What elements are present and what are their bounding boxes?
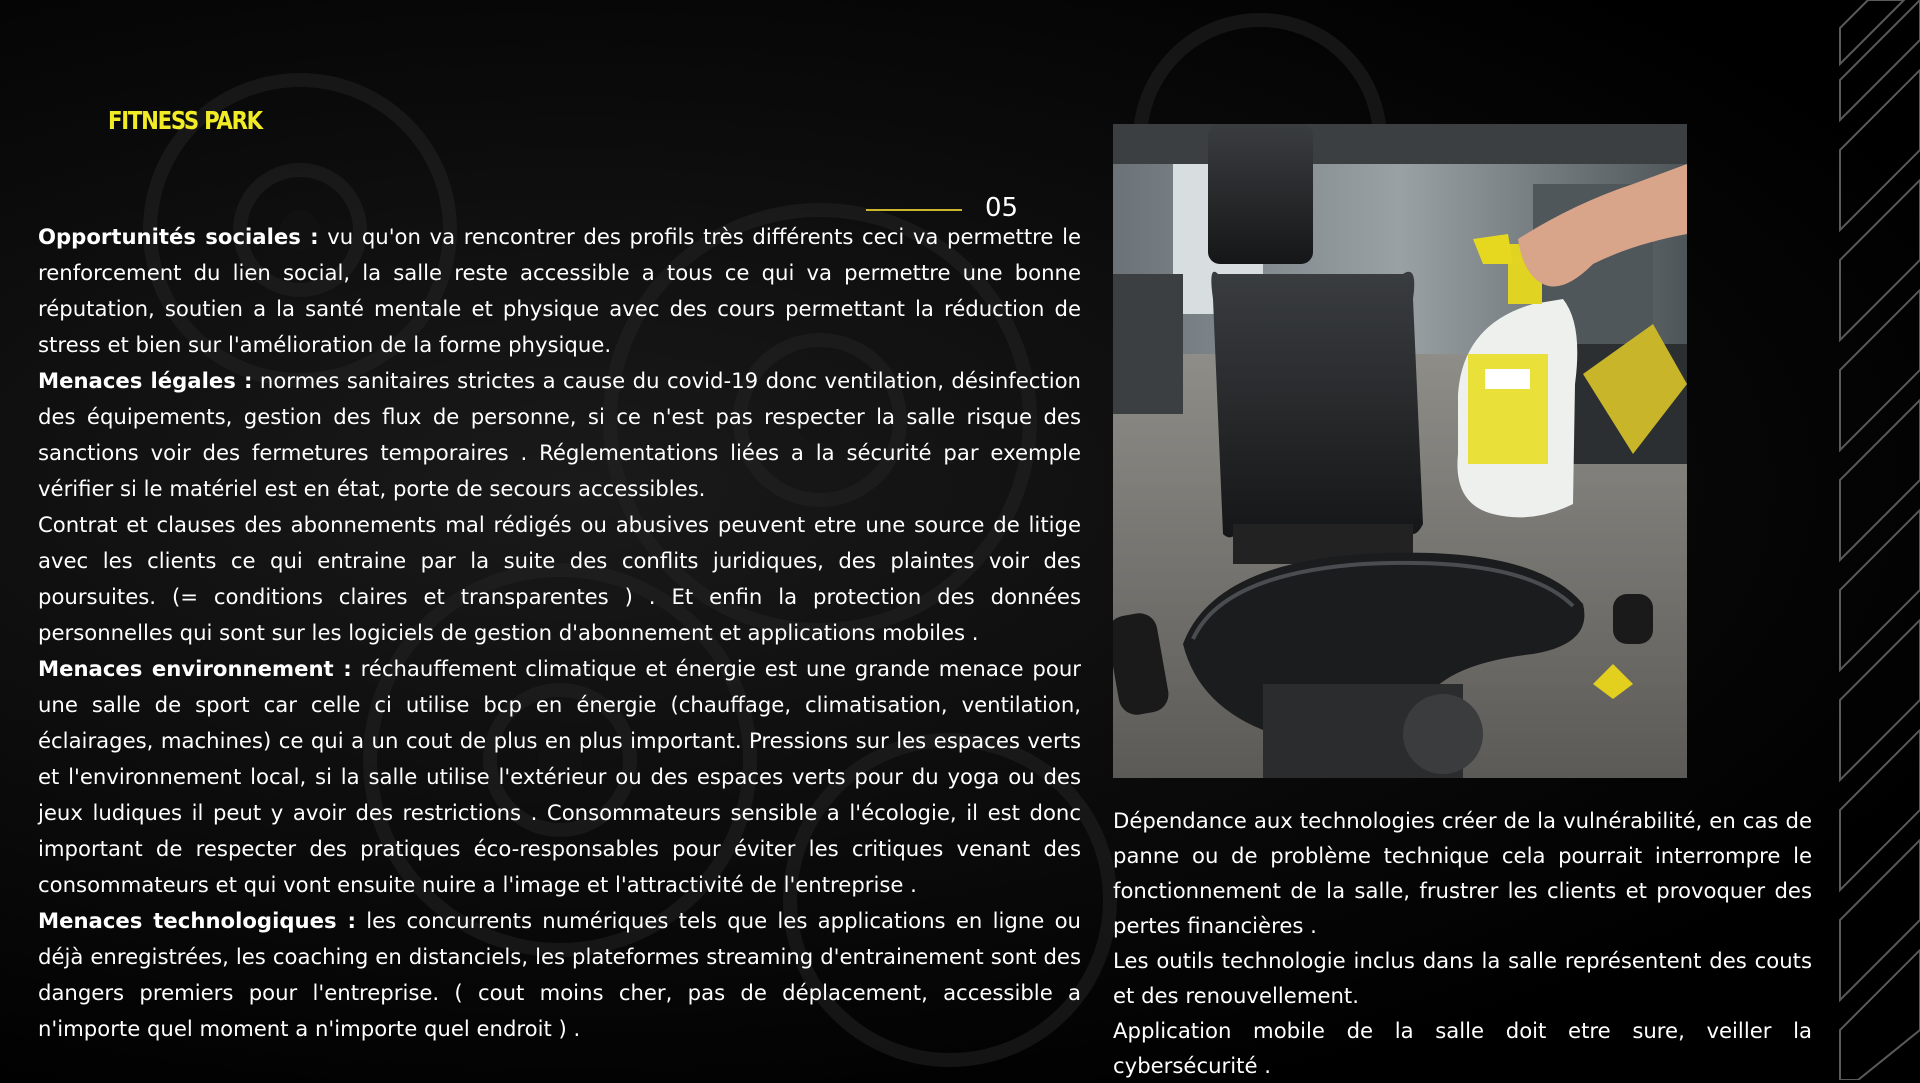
legal-threats-text: normes sanitaires strictes a cause du covid-19 donc ventilation, désinfection des équipements, gestion des flux de personne, si ce n'est pas respecter la salle risque des sanctions voir des fermetures temporaires . Réglementations liées a la sécurité par exemple vérifier si le matériel est en état, porte de secours accessibles. <box>38 368 1081 501</box>
tech-threats-heading: Menaces technologiques : <box>38 908 356 933</box>
tech-dependency-paragraph: Dépendance aux technologies créer de la vulnérabilité, en cas de panne ou de problème technique cela pourrait interrompre le fonctionnement de la salle, frustrer les clients et provoquer des pertes financières . <box>1113 808 1812 938</box>
environment-threats-paragraph <box>38 651 1081 903</box>
environment-threats-heading: Menaces environnement : <box>38 656 352 681</box>
gym-disinfection-photo <box>1113 124 1687 778</box>
cybersecurity-paragraph: Application mobile de la salle doit etre sure, veiller la cybersécurité . <box>1113 1018 1812 1078</box>
brand-title: FITNESS PARK <box>108 106 262 135</box>
opportunities-heading: Opportunités sociales : <box>38 224 319 249</box>
tech-costs-paragraph: Les outils technologie inclus dans la salle représentent des couts et des renouvellement. <box>1113 948 1812 1008</box>
tech-threats-paragraph <box>38 903 1081 1047</box>
opportunities-paragraph <box>38 219 1081 363</box>
legal-threats-paragraph <box>38 363 1081 507</box>
legal-threats-heading: Menaces légales : <box>38 368 253 393</box>
decorative-stripes <box>1808 0 1920 1080</box>
page-number-rule <box>866 209 962 211</box>
main-text-block <box>38 219 1081 1047</box>
opportunities-text: vu qu'on va rencontrer des profils très différents ceci va permettre le renforcement du lien social, la salle reste accessible a tous ce qui va permettre une bonne réputation, soutien a la santé mentale et physique avec des cours permettant la réduction de stress et bien sur l'amélioration de la forme physique. <box>38 224 1081 357</box>
page-number: 05 <box>985 193 1019 223</box>
environment-threats-text: réchauffement climatique et énergie est une grande menace pour une salle de sport car celle ci utilise bcp en énergie (chauffage, climatisation, ventilation, éclairages, machines) ce qui a un cout de plus en plus important. Pressions sur les espaces verts et l'environnement local, si la salle utilise l'extérieur ou des espaces verts pour du yoga ou des jeux ludiques il peut y avoir des restrictions . Consommateurs sensible a l'écologie, il est donc important de respecter des pratiques éco-responsables pour éviter les critiques venant des consommateurs et qui vont ensuite nuire a l'image et l'attractivité de l'entreprise . <box>38 656 1081 897</box>
tech-threats-text: les concurrents numériques tels que les applications en ligne ou déjà enregistrées, les coaching en distanciels, les plateformes streaming d'entrainement sont des dangers premiers pour l'entreprise. ( cout moins cher, pas de déplacement, accessible a n'importe quel moment a n'importe quel endroit ) . <box>38 908 1081 1041</box>
side-text-block <box>1113 803 1812 1083</box>
contracts-paragraph: Contrat et clauses des abonnements mal rédigés ou abusives peuvent etre une source de litige avec les clients ce qui entraine par la suite des conflits juridiques, des plaintes voir des poursuites. (= conditions claires et transparentes ) . Et enfin la protection des données personnelles qui sont sur les logiciels de gestion d'abonnement et applications mobiles . <box>38 512 1081 645</box>
